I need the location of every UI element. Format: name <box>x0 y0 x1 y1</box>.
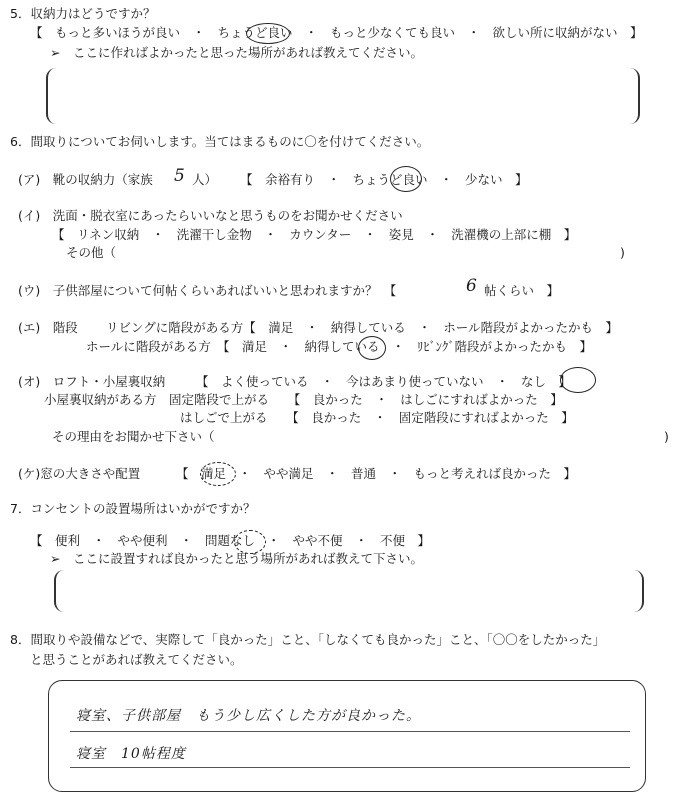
answer-rule-1 <box>70 731 630 732</box>
q6-u-unit: 帖くらい 】 <box>484 283 560 298</box>
q6-o-label: (オ) ロフト・小屋裏収納 <box>18 374 166 389</box>
q5-options: 【 もっと多いほうが良い ・ ちょうど良い ・ もっと少なくても良い ・ 欲しい所に収納がない 】 <box>30 25 643 40</box>
q6-o-sub2: はしごで上がる 【 良かった ・ 固定階段にすればよかった 】 <box>180 410 574 425</box>
q6-a-unit: 人） <box>192 172 218 187</box>
q7-options: 【 便利 ・ やや便利 ・ 問題なし ・ やや不便 ・ 不便 】 <box>30 533 431 548</box>
q5-answer-box[interactable] <box>46 68 640 124</box>
selection-circle <box>358 336 386 360</box>
q6-ke-options: 【 満足 ・ やや満足 ・ 普通 ・ もっと考えれば良かった 】 <box>176 466 577 481</box>
q6-i-other-close: ) <box>620 245 625 260</box>
q6-ke-label: (ケ)窓の大きさや配置 <box>18 466 141 481</box>
q5-title: 5．収納力はどうですか？ <box>10 6 156 21</box>
q6-i-other: その他（ <box>66 245 117 260</box>
q6-a-options: 【 余裕有り ・ ちょうど良い ・ 少ない 】 <box>240 172 528 187</box>
q6-i-options: 【 リネン収納 ・ 洗濯干し金物 ・ カウンター ・ 姿見 ・ 洗濯機の上部に棚 】 <box>52 227 577 242</box>
q8-handwritten-answer-1: 寝室、子供部屋 もう少し広くした方が良かった。 <box>76 708 421 724</box>
q8-answer-box[interactable] <box>48 680 646 792</box>
q8-handwritten-answer-2: 寝室 10帖程度 <box>76 746 186 762</box>
q6-o-options: 【 よく使っている ・ 今はあまり使っていない ・ なし 】 <box>196 374 572 389</box>
q7-title: 7．コンセントの設置場所はいかがですか？ <box>10 501 256 516</box>
faint-selection-circle <box>200 462 236 486</box>
q6-e-label: (エ) 階段 <box>18 320 78 335</box>
q8-title-line2: と思うことがあれば教えてください。 <box>30 652 243 667</box>
q7-answer-box[interactable] <box>54 570 644 612</box>
q6-o-reason-close: ) <box>664 429 669 444</box>
selection-circle <box>390 166 422 192</box>
selection-circle <box>246 23 290 44</box>
q6-o-reason: その理由をお聞かせ下さい（ <box>52 429 215 444</box>
q6-a-family-count: 5 <box>174 166 185 186</box>
q6-a-label: (ア) 靴の収納力（家族 <box>18 172 153 187</box>
q5-prompt: ➢ ここに作ればよかったと思った場所があれば教えてください。 <box>50 45 423 60</box>
q6-u-label: (ウ) 子供部屋について何帖くらいあればいいと思われますか？ 【 <box>18 283 397 298</box>
q6-u-value: 6 <box>466 276 477 296</box>
q6-o-sub1: 小屋裏収納がある方 固定階段で上がる 【 良かった ・ はしごにすればよかった 】 <box>44 392 563 407</box>
selection-circle <box>560 367 596 393</box>
q6-e-line1: リビングに階段がある方【 満足 ・ 納得している ・ ホール階段がよかったかも 】 <box>106 320 619 335</box>
q6-i-label: (イ) 洗面・脱衣室にあったらいいなと思うものをお聞かせください <box>18 208 403 223</box>
q6-e-line2: ホールに階段がある方 【 満足 ・ 納得している ・ ﾘﾋﾞﾝｸﾞ階段がよかったかも 】 <box>86 339 593 354</box>
q7-prompt: ➢ ここに設置すれば良かったと思う場所があれば教えて下さい。 <box>50 551 423 566</box>
answer-rule-2 <box>70 767 630 768</box>
q6-title: 6．間取りについてお伺いします。当てはまるものに〇を付けてください。 <box>10 134 430 149</box>
q8-title: 8．間取りや設備などで、実際して「良かった」こと、「しなくても良かった」こと、「〇〇をしたかった」 <box>10 632 606 647</box>
